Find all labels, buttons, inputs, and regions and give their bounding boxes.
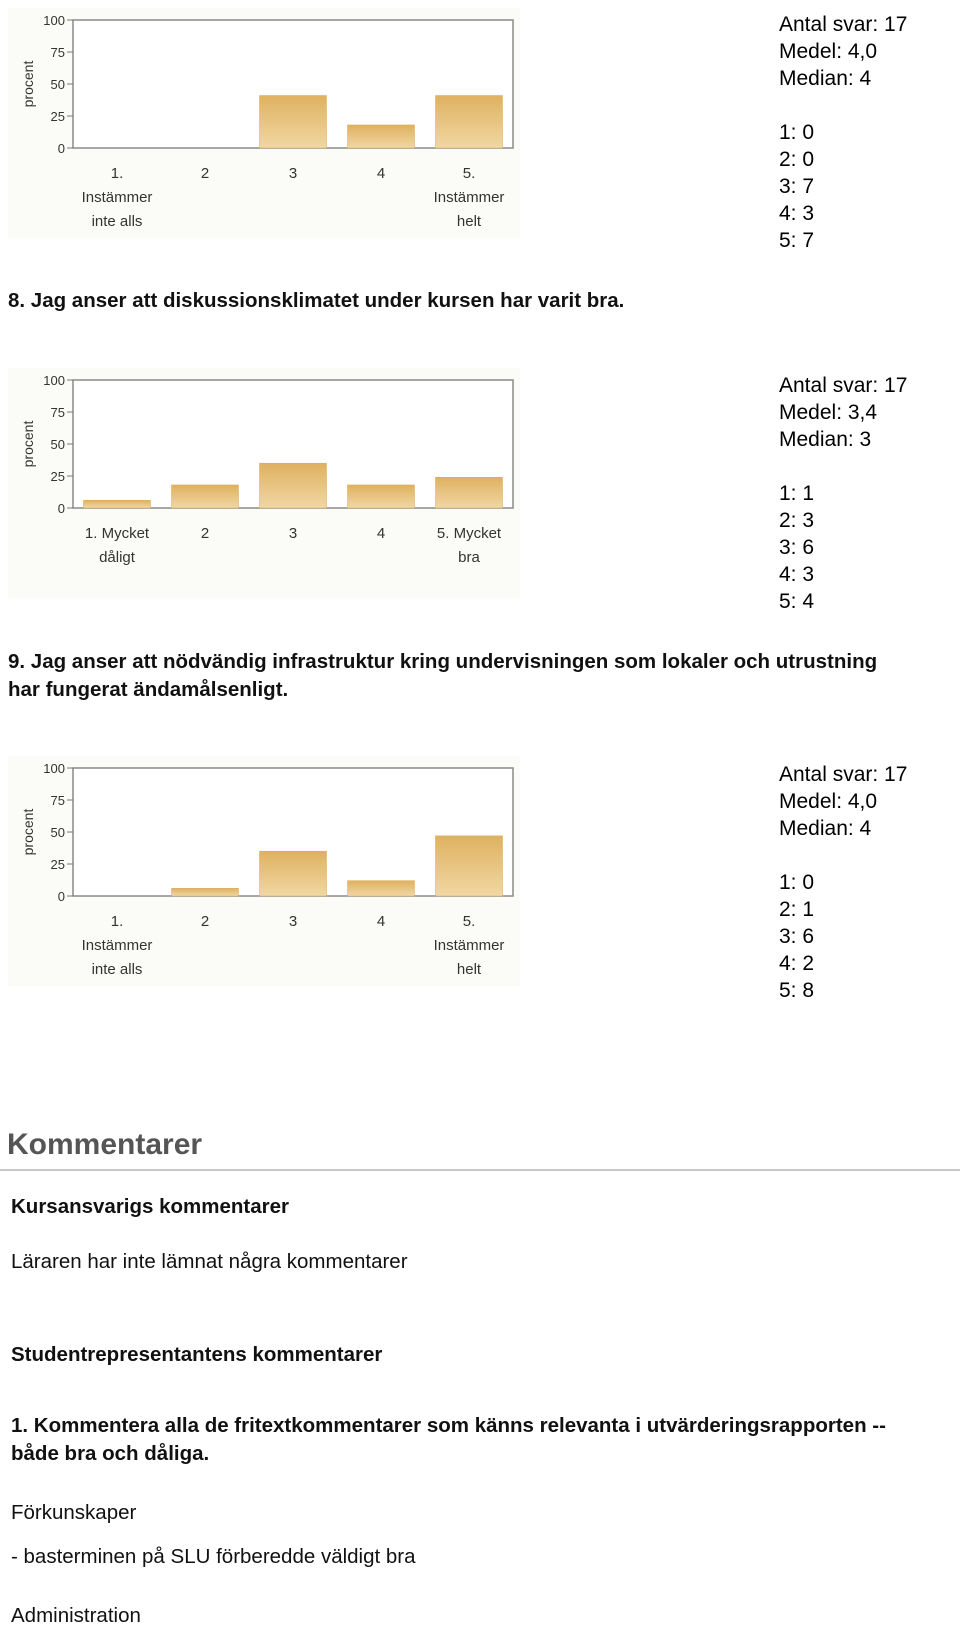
y-tick-label: 0 [57, 501, 65, 516]
count-2: 2: 0 [779, 148, 815, 171]
x-tick-label: Instämmer [433, 937, 505, 954]
medel: Medel: 3,4 [779, 401, 878, 424]
y-tick-label: 25 [50, 109, 65, 124]
count-2: 2: 3 [779, 509, 815, 532]
x-tick-label: 2 [200, 525, 210, 542]
count-4: 4: 3 [779, 202, 815, 225]
x-tick-label: bra [458, 549, 480, 566]
x-tick-label: 3 [288, 913, 298, 930]
bar-chart-3 [8, 756, 520, 986]
bar-3 [260, 851, 327, 896]
count-2: 2: 1 [779, 898, 815, 921]
y-axis-label: procent [20, 60, 36, 108]
x-tick-label: inte alls [91, 961, 143, 978]
teacher-comments-heading: Kursansvarigs kommentarer [11, 1195, 290, 1218]
bar-chart-svg-3 [8, 756, 520, 986]
antal-svar: Antal svar: 17 [779, 13, 908, 36]
question-9: 9. Jag anser att nödvändig infrastruktur kring undervisningen som lokaler och utrustning har fungerat ändamålsenligt. [8, 650, 878, 701]
antal-svar: Antal svar: 17 [779, 374, 908, 397]
y-tick-label: 100 [43, 13, 65, 28]
count-1: 1: 1 [779, 482, 815, 505]
bar-5 [436, 477, 503, 508]
y-tick-label: 0 [57, 141, 65, 156]
y-tick-label: 25 [50, 469, 65, 484]
bar-chart-1 [8, 8, 520, 238]
count-5: 5: 8 [779, 979, 815, 1002]
y-tick-label: 75 [50, 45, 65, 60]
x-tick-label: 5. Mycket [436, 525, 502, 542]
bar-chart-svg-2 [8, 368, 520, 598]
y-tick-label: 75 [50, 405, 65, 420]
count-1: 1: 0 [779, 871, 815, 894]
count-1: 1: 0 [779, 121, 815, 144]
bar-4 [348, 125, 415, 148]
bar-5 [436, 96, 503, 148]
y-tick-label: 25 [50, 857, 65, 872]
y-axis-label: procent [20, 420, 36, 468]
stats-panel-2 [779, 372, 907, 615]
stats-panel-3 [779, 761, 907, 1004]
y-tick-label: 100 [43, 761, 65, 776]
count-3: 3: 7 [779, 175, 815, 198]
x-tick-label: helt [456, 213, 482, 230]
comment-prompt: 1. Kommentera alla de fritextkommentarer som känns relevanta i utvärderingsrapporten -- både bra och dåliga. [11, 1414, 886, 1465]
count-4: 4: 3 [779, 563, 815, 586]
stats-panel-1 [779, 11, 907, 254]
student-comments-heading: Studentrepresentantens kommentarer [11, 1343, 383, 1366]
x-tick-label: Instämmer [81, 189, 153, 206]
antal-svar: Antal svar: 17 [779, 763, 908, 786]
teacher-comments-text: Läraren har inte lämnat några kommentarer [11, 1250, 408, 1273]
x-tick-label: 5. [462, 165, 476, 182]
x-tick-label: 3 [288, 165, 298, 182]
x-tick-label: 2 [200, 913, 210, 930]
median: Median: 3 [779, 428, 872, 451]
topic-forkunskaper-text: - basterminen på SLU förberedde väldigt bra [11, 1545, 416, 1568]
bar-5 [436, 836, 503, 896]
median: Median: 4 [779, 817, 872, 840]
y-tick-label: 75 [50, 793, 65, 808]
bar-3 [260, 96, 327, 148]
y-tick-label: 50 [50, 825, 65, 840]
x-tick-label: helt [456, 961, 482, 978]
y-tick-label: 50 [50, 77, 65, 92]
count-5: 5: 7 [779, 229, 815, 252]
bar-1 [84, 500, 151, 508]
x-tick-label: Instämmer [81, 937, 153, 954]
x-tick-label: dåligt [99, 549, 135, 566]
count-3: 3: 6 [779, 925, 815, 948]
section-divider [0, 1169, 960, 1171]
median: Median: 4 [779, 67, 872, 90]
medel: Medel: 4,0 [779, 790, 878, 813]
x-tick-label: inte alls [91, 213, 143, 230]
x-tick-label: 1. [110, 165, 124, 182]
x-tick-label: 2 [200, 165, 210, 182]
x-tick-label: 4 [376, 525, 386, 542]
bar-4 [348, 485, 415, 508]
count-5: 5: 4 [779, 590, 815, 613]
x-tick-label: 1. Mycket [84, 525, 150, 542]
count-3: 3: 6 [779, 536, 815, 559]
medel: Medel: 4,0 [779, 40, 878, 63]
count-4: 4: 2 [779, 952, 815, 975]
bar-chart-svg-1 [8, 8, 520, 238]
bar-chart-2 [8, 368, 520, 598]
y-axis-label: procent [20, 808, 36, 856]
x-tick-label: 3 [288, 525, 298, 542]
y-tick-label: 100 [43, 373, 65, 388]
y-tick-label: 50 [50, 437, 65, 452]
bar-2 [172, 888, 239, 896]
topic-administration: Administration [11, 1604, 141, 1627]
topic-forkunskaper: Förkunskaper [11, 1501, 137, 1524]
x-tick-label: 4 [376, 913, 386, 930]
y-tick-label: 0 [57, 889, 65, 904]
comments-title: Kommentarer [7, 1128, 203, 1161]
bar-2 [172, 485, 239, 508]
x-tick-label: Instämmer [433, 189, 505, 206]
bar-4 [348, 881, 415, 896]
x-tick-label: 5. [462, 913, 476, 930]
x-tick-label: 4 [376, 165, 386, 182]
bar-3 [260, 463, 327, 508]
x-tick-label: 1. [110, 913, 124, 930]
question-8: 8. Jag anser att diskussionsklimatet under kursen har varit bra. [8, 289, 625, 312]
